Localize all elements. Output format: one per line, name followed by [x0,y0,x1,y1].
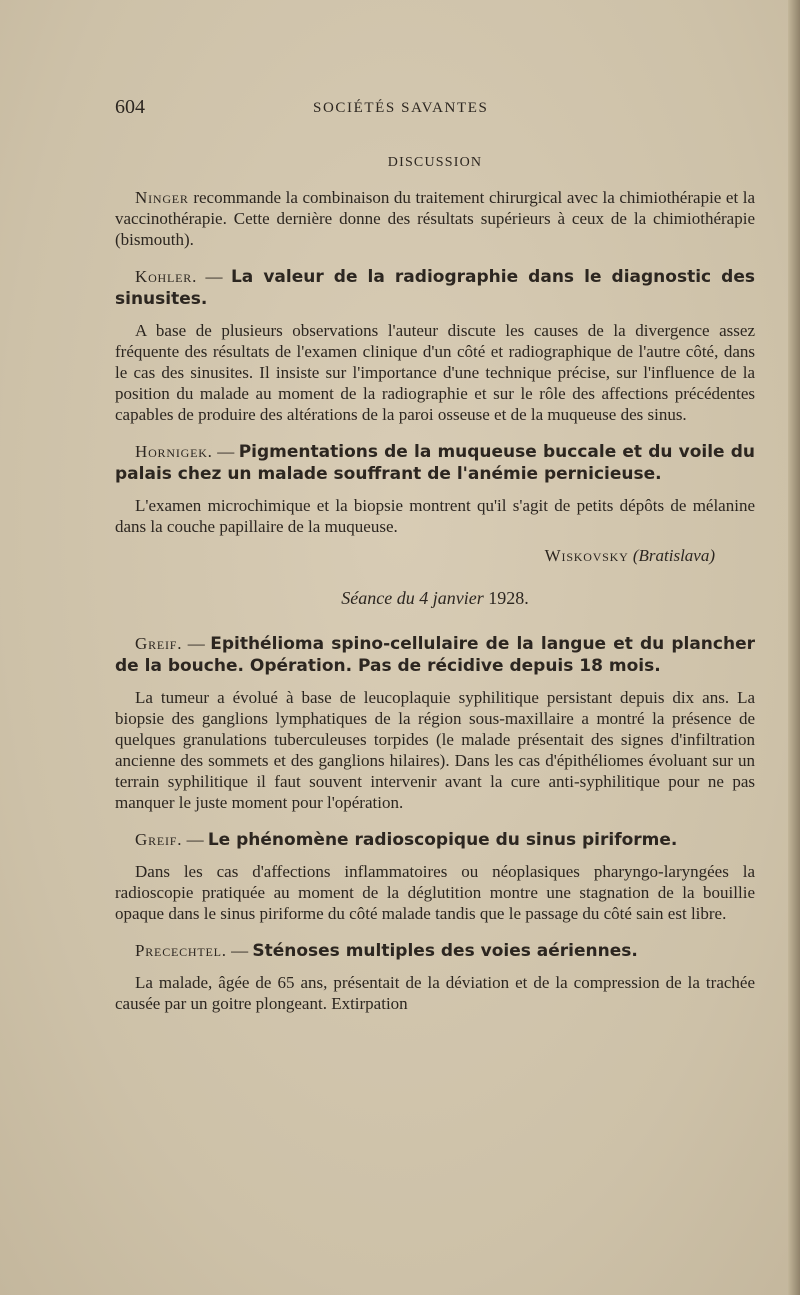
entry-precechtel-heading [115,940,755,962]
discussion-paragraph [115,187,755,250]
entry-title: Epithélioma spino-cellulaire de la langue et du plancher de la bouche. Opération. Pas de récidive depuis 18 mois. [115,634,755,676]
entry-title: Le phénomène radioscopique du sinus piriforme. [207,830,678,850]
entry-kohler-body: A base de plusieurs observations l'auteur discute les causes de la divergence assez fréquente des résultats de l'examen clinique d'un côté et radiographique de l'autre côté, dans le cas des sinusites. Il insiste sur l'importance d'une technique précise, sur l'influence de la position du malade au moment de la radiographie et sur le rôle des affections précédentes capables de produire des altérations de la paroi osseuse et de la muqueuse des sinus. [115,321,755,424]
entry-title: Pigmentations de la muqueuse buccale et du voile du palais chez un malade souffrant de l'anémie pernicieuse. [115,442,755,484]
entry-greif-2-heading [115,829,755,851]
discussion-text: recommande la combinaison du traitement chirurgical avec la chimiothérapie et la vaccinothérapie. Cette dernière donne des résultats supérieurs à ceux de la chimiothérapie (bismouth). [115,188,755,249]
entry-greif-2-body: Dans les cas d'affections inflammatoires ou néoplasiques pharyngo-laryngées la radioscopie pratiquée au moment de la déglutition montre une stagnation de la bouillie opaque dans le sinus piriforme du côté malade tandis que le passage du côté sain est libre. [115,862,755,923]
entry-author: Hornigek. [135,442,213,461]
seance-year: 1928. [488,588,529,608]
entry-separator: — [212,442,239,461]
entry-greif-1-body: La tumeur a évolué à base de leucoplaquie syphilitique persistant depuis dix ans. La biopsie des ganglions lymphatiques de la région sous-maxillaire a montré la présence de quelques granulations tuberculeuses torpides (le malade présentait des signes d'infiltration ancienne des sommets et des ganglions hilaires). Dans les cas d'épithéliomes évoluant sur un terrain syphilitique il faut souvent intervenir avant la cure anti-syphilitique pour ne pas manquer le juste moment pour l'opération. [115,688,755,812]
page-spine-shadow [788,0,800,1295]
seance-heading [115,588,755,609]
page-number: 604 [115,96,145,118]
entry-precechtel-body: La malade, âgée de 65 ans, présentait de la déviation et de la compression de la trachée causée par un goitre plongeant. Extirpation [115,973,755,1013]
entry-kohler-heading [115,266,755,310]
entry-hornigek-body: L'examen microchimique et la biopsie montrent qu'il s'agit de petits dépôts de mélanine dans la couche papillaire de la muqueuse. [115,496,755,536]
discussion-heading: DISCUSSION [387,155,483,170]
entry-separator: — [182,634,211,653]
discussion-author: Ninger [135,188,189,207]
signature-place: (Bratislava) [632,546,715,565]
entry-author: Greif. [135,830,183,849]
entry-separator: — [197,267,231,286]
seance-label: Séance du 4 janvier [341,588,484,608]
entry-author: Greif. [135,634,183,653]
entry-greif-1-heading [115,633,755,677]
signature [115,545,755,566]
entry-author: Kohler. [135,267,198,286]
entry-title: Sténoses multiples des voies aériennes. [252,941,638,961]
entry-separator: — [226,941,253,960]
entry-author: Precechtel. [135,941,227,960]
entry-separator: — [182,830,208,849]
entry-title: La valeur de la radiographie dans le diagnostic des sinusites. [115,267,755,309]
entry-hornigek-heading [115,441,755,485]
running-title: SOCIÉTÉS SAVANTES [313,100,489,116]
page-header [115,96,755,126]
page-content [115,152,755,1022]
signature-author: Wiskovsky [544,546,629,565]
